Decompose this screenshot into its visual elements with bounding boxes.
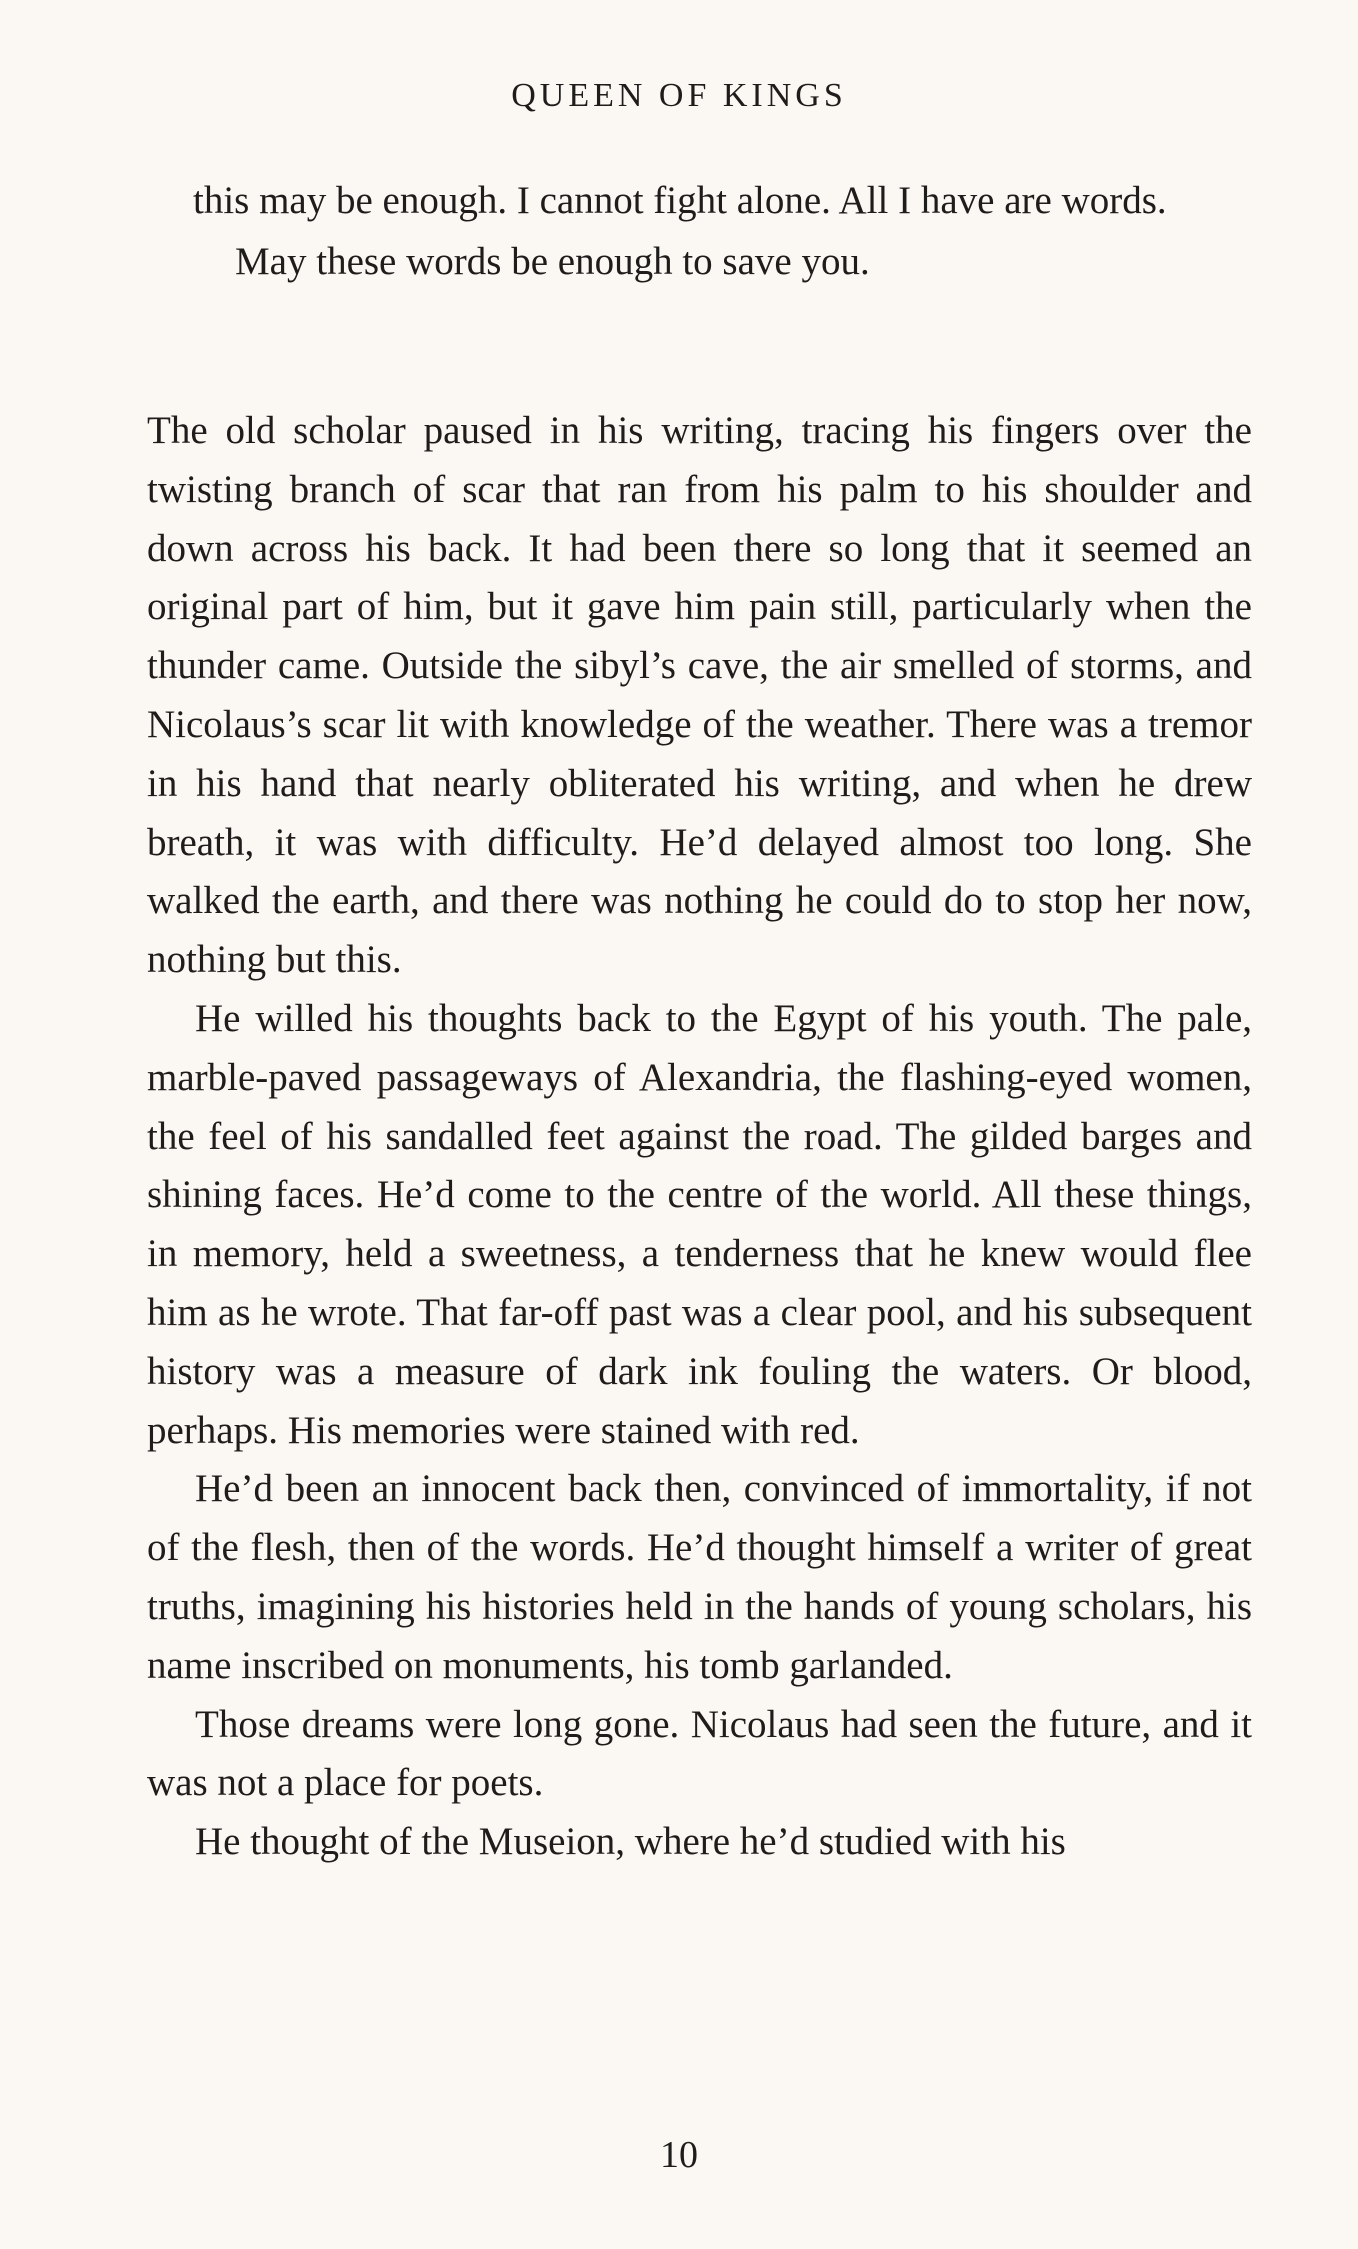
paragraph: Those dreams were long gone. Nicolaus had seen the future, and it was not a place for poets. bbox=[147, 1702, 1252, 1805]
paragraph: The old scholar paused in his writing, tracing his fingers over the twisting branch of scar that ran from his palm to his shoulder and down across his back. It had been there so long that it seemed an original part of him, but it gave him pain still, particularly when the thunder came. Outside the sibyl’s cave, the air smelled of storms, and Nicolaus’s scar lit with knowledge of the weather. There was a tremor in his hand that nearly obliterated his writing, and when he drew breath, it was with difficulty. He’d delayed almost too long. She walked the earth, and there was nothing he could do to stop her now, nothing but this. bbox=[147, 409, 1252, 982]
running-head: QUEEN OF KINGS bbox=[511, 77, 847, 114]
paragraph: He’d been an innocent back then, convinced of immortality, if not of the flesh, then of the words. He’d thought himself a writer of great truths, imagining his histories held in the hands of young scholars, his name inscribed on monuments, his tomb garlanded. bbox=[147, 1467, 1252, 1687]
paragraph: He thought of the Museion, where he’d studied with his bbox=[195, 1820, 1066, 1864]
page-number: 10 bbox=[660, 2134, 698, 2176]
letter-excerpt bbox=[193, 170, 1193, 292]
letter-paragraph: May these words be enough to save you. bbox=[235, 240, 870, 283]
narrative-text bbox=[147, 402, 1252, 1872]
paragraph: He willed his thoughts back to the Egypt of his youth. The pale, marble-paved passageways of Alexandria, the flashing-eyed women, the feel of his sandalled feet against the road. The gilded barges and shining faces. He’d come to the centre of the world. All these things, in memory, held a sweetness, a tenderness that he knew would flee him as he wrote. That far-off past was a clear pool, and his subsequent history was a measure of dark ink fouling the waters. Or blood, perhaps. His memories were stained with red. bbox=[147, 996, 1252, 1452]
letter-paragraph: this may be enough. I cannot fight alone. All I have are words. bbox=[193, 179, 1167, 222]
